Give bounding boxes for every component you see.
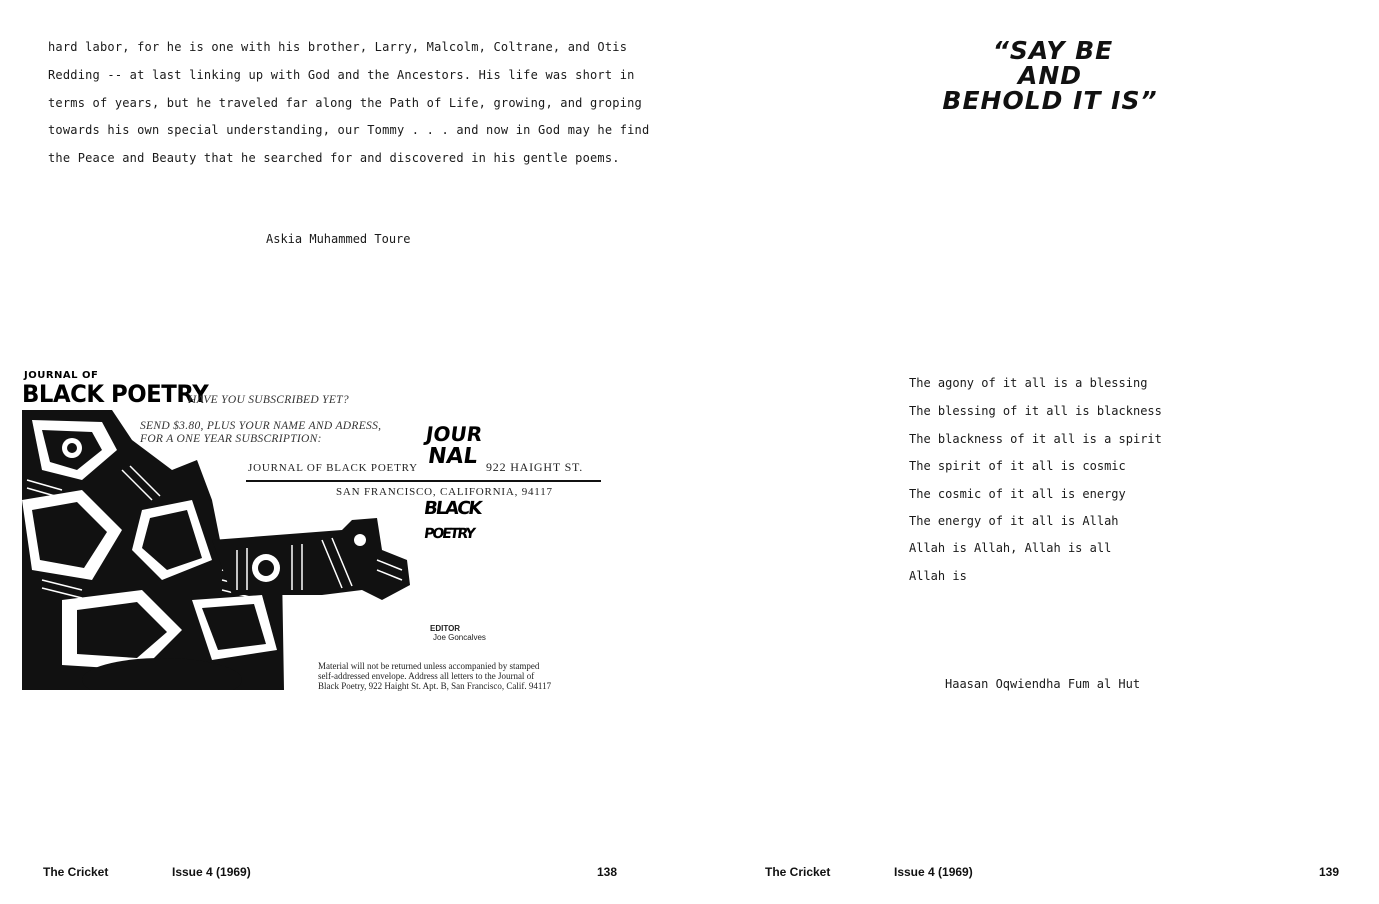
address-street: 922 HAIGHT ST. [486, 460, 584, 474]
footer-page-number: 138 [597, 865, 618, 879]
logo-word: JOUR [424, 422, 484, 446]
poem-line: The blessing of it all is blackness [909, 404, 1162, 418]
editor-name: Joe Goncalves [433, 633, 486, 642]
poem-line: Allah is Allah, Allah is all [909, 541, 1112, 555]
footer-publication: The Cricket [765, 865, 831, 879]
poem-line: The energy of it all is Allah [909, 514, 1119, 528]
author-signature: Haasan Oqwiendha Fum al Hut [945, 677, 1141, 691]
editor-label: EDITOR [430, 624, 461, 633]
footer-page-number: 139 [1319, 865, 1340, 879]
poem-line: The blackness of it all is a spirit [909, 432, 1162, 446]
footer-issue: Issue 4 (1969) [172, 865, 251, 879]
poem-line: The cosmic of it all is energy [909, 487, 1126, 501]
logo-word: BLACK [422, 498, 482, 519]
notice-line: Black Poetry, 922 Haight St. Apt. B, San Francisco, Calif. 94117 [318, 681, 552, 691]
prose-line: hard labor, for he is one with his brother, Larry, Malcolm, Coltrane, and Otis [48, 40, 628, 54]
prose-line: Redding -- at last linking up with God and the Ancestors. His life was short in [48, 68, 635, 82]
logo-word: NAL [426, 444, 480, 469]
prose-line: the Peace and Beauty that he searched for and discovered in his gentle poems. [48, 151, 620, 165]
author-signature: Askia Muhammed Toure [266, 232, 411, 246]
subscribe-line-2: FOR A ONE YEAR SUBSCRIPTION: [140, 433, 322, 445]
journal-advertisement [22, 368, 604, 692]
title-line: AND [1017, 61, 1083, 90]
footer-publication: The Cricket [43, 865, 109, 879]
journal-logo [424, 422, 490, 578]
address-name: JOURNAL OF BLACK POETRY [248, 462, 418, 474]
poem-title [940, 38, 1160, 113]
notice-line: Material will not be returned unless accompanied by stamped [318, 661, 540, 671]
title-line: BEHOLD IT IS” [942, 86, 1158, 115]
poem-line: The agony of it all is a blessing [909, 376, 1148, 390]
title-line: “SAY BE [992, 36, 1114, 65]
prose-line: towards his own special understanding, our Tommy . . . and now in God may he find [48, 123, 650, 137]
tagline: HAVE YOU SUBSCRIBED YET? [188, 394, 349, 406]
poem-line: The spirit of it all is cosmic [909, 459, 1126, 473]
footer-issue: Issue 4 (1969) [894, 865, 973, 879]
woodcut-illustration [22, 410, 422, 690]
address-city: SAN FRANCISCO, CALIFORNIA, 94117 [336, 486, 553, 498]
poem-line: Allah is [909, 569, 967, 583]
masthead-large: BLACK POETRY [22, 380, 209, 408]
prose-line: terms of years, but he traveled far along the Path of Life, growing, and groping [48, 96, 642, 110]
subscribe-line-1: SEND $3.80, PLUS YOUR NAME AND ADRESS, [140, 420, 382, 432]
notice-line: self-addressed envelope. Address all letters to the Journal of [318, 671, 535, 681]
logo-word: POETRY [422, 526, 475, 542]
masthead-small: JOURNAL OF [24, 370, 99, 381]
